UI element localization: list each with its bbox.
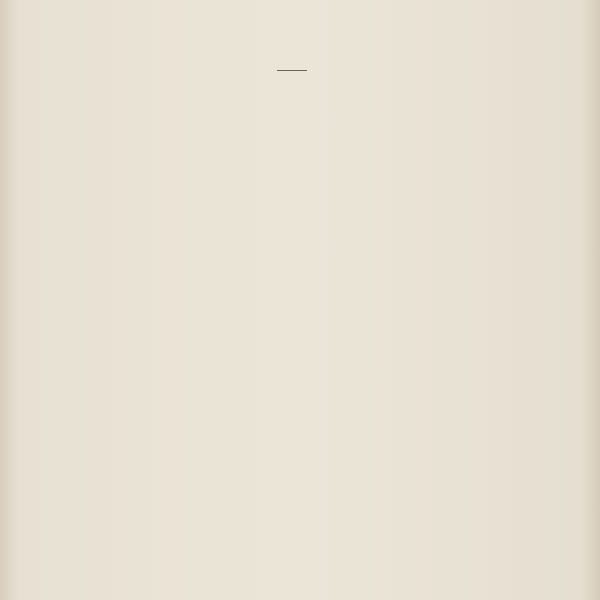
title-underline [277,70,307,71]
